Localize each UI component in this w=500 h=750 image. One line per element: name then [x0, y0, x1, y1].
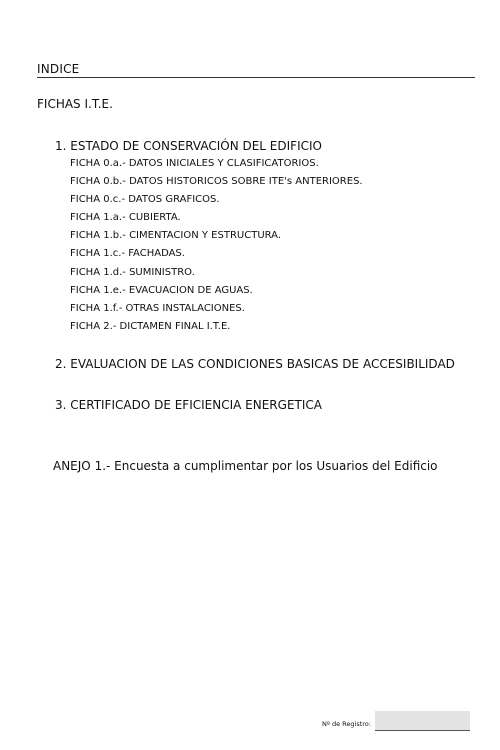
toc-item-ficha-0c: FICHA 0.c.- DATOS GRAFICOS.: [70, 194, 220, 206]
toc-item-ficha-1b: FICHA 1.b.- CIMENTACION Y ESTRUCTURA.: [70, 230, 282, 242]
chapter-2-title: 2. EVALUACION DE LAS CONDICIONES BASICAS DE ACCESIBILIDAD: [55, 357, 455, 371]
registro-label: Nº de Registro:: [322, 720, 371, 728]
toc-item-ficha-1a: FICHA 1.a.- CUBIERTA.: [70, 212, 181, 224]
registro-number-field[interactable]: [375, 711, 470, 731]
toc-item-ficha-0b: FICHA 0.b.- DATOS HISTORICOS SOBRE ITE's ANTERIORES.: [70, 176, 363, 188]
toc-item-ficha-2: FICHA 2.- DICTAMEN FINAL I.T.E.: [70, 320, 231, 332]
registro-box: [322, 711, 477, 731]
toc-item-ficha-0a: FICHA 0.a.- DATOS INICIALES Y CLASIFICATORIOS.: [70, 158, 319, 169]
index-title: INDICE: [37, 62, 80, 76]
section-title: FICHAS I.T.E.: [37, 97, 113, 111]
chapter-3-title: 3. CERTIFICADO DE EFICIENCIA ENERGETICA: [55, 398, 322, 412]
toc-item-ficha-1e: FICHA 1.e.- EVACUACION DE AGUAS.: [70, 284, 253, 296]
chapter-1-items: [70, 158, 363, 339]
toc-item-ficha-1d: FICHA 1.d.- SUMINISTRO.: [70, 266, 195, 278]
index-header: [37, 62, 475, 78]
anejo-title: ANEJO 1.- Encuesta a cumplimentar por los Usuarios del Edificio: [53, 459, 438, 473]
toc-item-ficha-1f: FICHA 1.f.- OTRAS INSTALACIONES.: [70, 302, 245, 314]
toc-item-ficha-1c: FICHA 1.c.- FACHADAS.: [70, 248, 185, 260]
chapter-1-title: 1. ESTADO DE CONSERVACIÓN DEL EDIFICIO: [55, 139, 322, 153]
